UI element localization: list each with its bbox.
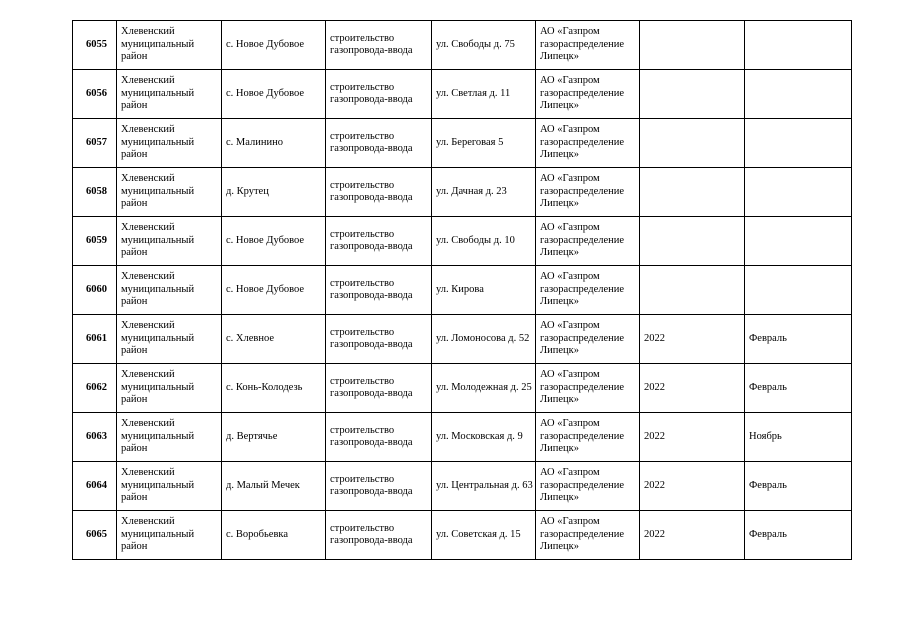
table-row — [73, 511, 852, 560]
cell-work-type: строительство газопровода-ввода — [326, 462, 432, 511]
cell-number: 6058 — [73, 168, 117, 217]
table-row — [73, 413, 852, 462]
cell-address: ул. Кирова — [432, 266, 536, 315]
cell-settlement: д. Малый Мечек — [222, 462, 326, 511]
gas-pipeline-table — [72, 20, 852, 560]
cell-work-type: строительство газопровода-ввода — [326, 511, 432, 560]
cell-month — [745, 119, 852, 168]
cell-number: 6063 — [73, 413, 117, 462]
cell-year — [640, 70, 745, 119]
cell-year — [640, 168, 745, 217]
cell-district: Хлевенский муниципальный район — [117, 364, 222, 413]
table-row — [73, 315, 852, 364]
cell-month — [745, 70, 852, 119]
cell-settlement: с. Новое Дубовое — [222, 70, 326, 119]
cell-year: 2022 — [640, 364, 745, 413]
cell-settlement: д. Крутец — [222, 168, 326, 217]
cell-year: 2022 — [640, 315, 745, 364]
cell-year — [640, 266, 745, 315]
cell-work-type: строительство газопровода-ввода — [326, 21, 432, 70]
cell-settlement: с. Хлевное — [222, 315, 326, 364]
cell-district: Хлевенский муниципальный район — [117, 315, 222, 364]
cell-organization: АО «Газпром газораспределение Липецк» — [536, 21, 640, 70]
cell-district: Хлевенский муниципальный район — [117, 70, 222, 119]
cell-address: ул. Светлая д. 11 — [432, 70, 536, 119]
cell-work-type: строительство газопровода-ввода — [326, 168, 432, 217]
cell-number: 6062 — [73, 364, 117, 413]
cell-organization: АО «Газпром газораспределение Липецк» — [536, 364, 640, 413]
cell-number: 6056 — [73, 70, 117, 119]
table-row — [73, 119, 852, 168]
cell-work-type: строительство газопровода-ввода — [326, 217, 432, 266]
cell-settlement: с. Новое Дубовое — [222, 21, 326, 70]
cell-month: Ноябрь — [745, 413, 852, 462]
cell-work-type: строительство газопровода-ввода — [326, 413, 432, 462]
cell-organization: АО «Газпром газораспределение Липецк» — [536, 413, 640, 462]
cell-year — [640, 217, 745, 266]
cell-month: Февраль — [745, 511, 852, 560]
table-row — [73, 462, 852, 511]
cell-number: 6065 — [73, 511, 117, 560]
cell-settlement: с. Воробьевка — [222, 511, 326, 560]
cell-settlement: д. Вертячье — [222, 413, 326, 462]
cell-address: ул. Береговая 5 — [432, 119, 536, 168]
cell-number: 6057 — [73, 119, 117, 168]
cell-address: ул. Советская д. 15 — [432, 511, 536, 560]
cell-district: Хлевенский муниципальный район — [117, 462, 222, 511]
cell-settlement: с. Малинино — [222, 119, 326, 168]
cell-work-type: строительство газопровода-ввода — [326, 70, 432, 119]
cell-settlement: с. Конь-Колодезь — [222, 364, 326, 413]
cell-number: 6055 — [73, 21, 117, 70]
cell-district: Хлевенский муниципальный район — [117, 119, 222, 168]
cell-number: 6059 — [73, 217, 117, 266]
cell-address: ул. Ломоносова д. 52 — [432, 315, 536, 364]
cell-work-type: строительство газопровода-ввода — [326, 315, 432, 364]
cell-settlement: с. Новое Дубовое — [222, 217, 326, 266]
cell-year: 2022 — [640, 462, 745, 511]
cell-year — [640, 119, 745, 168]
cell-organization: АО «Газпром газораспределение Липецк» — [536, 511, 640, 560]
table-row — [73, 364, 852, 413]
cell-district: Хлевенский муниципальный район — [117, 266, 222, 315]
cell-month: Февраль — [745, 315, 852, 364]
cell-year — [640, 21, 745, 70]
cell-organization: АО «Газпром газораспределение Липецк» — [536, 462, 640, 511]
cell-organization: АО «Газпром газораспределение Липецк» — [536, 315, 640, 364]
cell-year: 2022 — [640, 511, 745, 560]
cell-number: 6060 — [73, 266, 117, 315]
cell-month — [745, 217, 852, 266]
cell-organization: АО «Газпром газораспределение Липецк» — [536, 168, 640, 217]
cell-month — [745, 266, 852, 315]
cell-month — [745, 168, 852, 217]
cell-month: Февраль — [745, 462, 852, 511]
table-row — [73, 21, 852, 70]
cell-month — [745, 21, 852, 70]
cell-number: 6064 — [73, 462, 117, 511]
cell-settlement: с. Новое Дубовое — [222, 266, 326, 315]
cell-address: ул. Молодежная д. 25 — [432, 364, 536, 413]
table-body — [73, 21, 852, 560]
cell-district: Хлевенский муниципальный район — [117, 511, 222, 560]
cell-month: Февраль — [745, 364, 852, 413]
cell-district: Хлевенский муниципальный район — [117, 413, 222, 462]
cell-district: Хлевенский муниципальный район — [117, 217, 222, 266]
cell-address: ул. Свободы д. 10 — [432, 217, 536, 266]
cell-year: 2022 — [640, 413, 745, 462]
cell-number: 6061 — [73, 315, 117, 364]
cell-work-type: строительство газопровода-ввода — [326, 119, 432, 168]
table-row — [73, 266, 852, 315]
cell-work-type: строительство газопровода-ввода — [326, 364, 432, 413]
cell-address: ул. Московская д. 9 — [432, 413, 536, 462]
cell-work-type: строительство газопровода-ввода — [326, 266, 432, 315]
cell-organization: АО «Газпром газораспределение Липецк» — [536, 266, 640, 315]
table-row — [73, 217, 852, 266]
cell-district: Хлевенский муниципальный район — [117, 168, 222, 217]
cell-organization: АО «Газпром газораспределение Липецк» — [536, 70, 640, 119]
cell-district: Хлевенский муниципальный район — [117, 21, 222, 70]
cell-address: ул. Свободы д. 75 — [432, 21, 536, 70]
cell-organization: АО «Газпром газораспределение Липецк» — [536, 119, 640, 168]
table-row — [73, 168, 852, 217]
cell-organization: АО «Газпром газораспределение Липецк» — [536, 217, 640, 266]
table-row — [73, 70, 852, 119]
cell-address: ул. Дачная д. 23 — [432, 168, 536, 217]
cell-address: ул. Центральная д. 63 — [432, 462, 536, 511]
